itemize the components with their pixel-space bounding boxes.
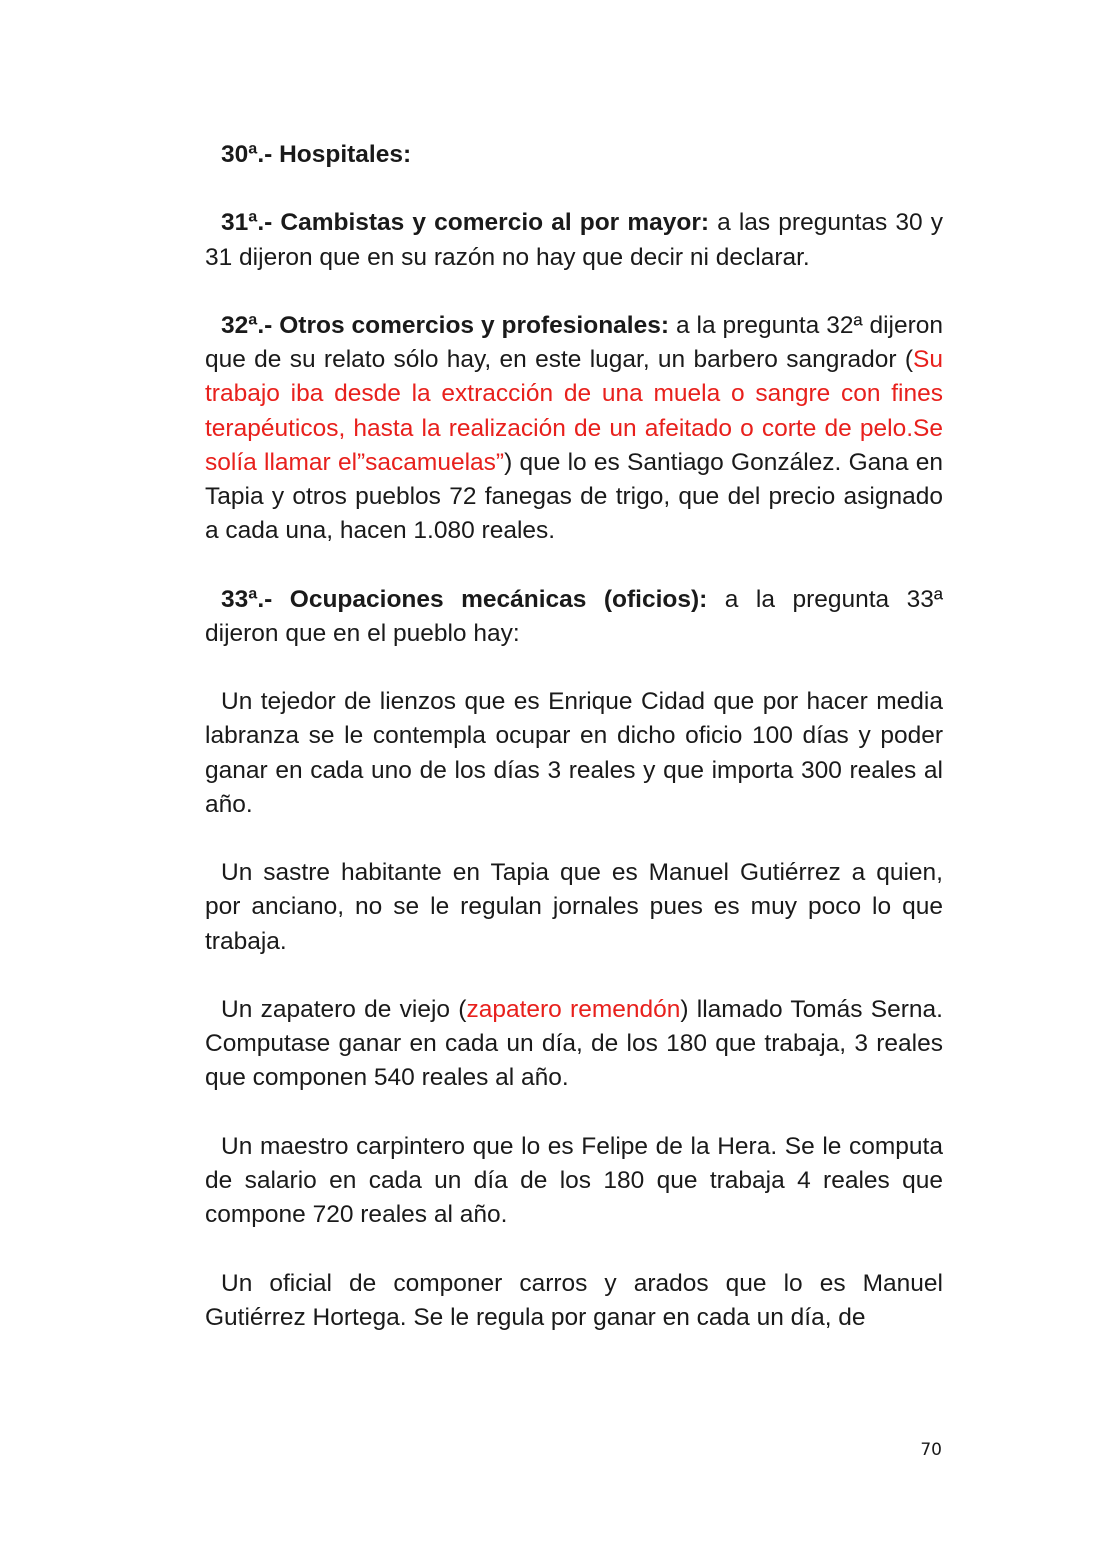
section-33-heading: 33ª.- Ocupaciones mecánicas (oficios): (221, 585, 708, 613)
section-31 (205, 206, 943, 274)
section-32-text-after: ) que lo es Santiago González. Gana en Tapia y otros pueblos 72 fanegas de trigo, que del precio asignado a cada una, hacen 1.080 reales. (205, 448, 943, 545)
document-page (205, 138, 943, 1369)
section-31-heading: 31ª.- Cambistas y comercio al por mayor: (221, 209, 710, 237)
zapatero-text-before: Un zapatero de viejo ( (221, 995, 467, 1023)
section-32-annotation: Su trabajo iba desde la extracción de una muela o sangre con fines terapéuticos, hasta la realización de un afeitado o corte de pelo.Se solía llamar el”sacamuelas” (205, 346, 943, 476)
section-30-heading: 30ª.- Hospitales: (221, 141, 412, 168)
occupation-oficial: Un oficial de componer carros y arados que lo es Manuel Gutiérrez Hortega. Se le regula por ganar en cada un día, de (205, 1269, 943, 1331)
zapatero-text-after: ) llamado Tomás Serna. Computase ganar en cada un día, de los 180 que trabaja, 3 reales que componen 540 reales al año. (205, 995, 943, 1092)
zapatero-annotation: zapatero remendón (466, 995, 681, 1023)
occupation-zapatero (205, 993, 943, 1096)
section-31-text: a las preguntas 30 y 31 dijeron que en su razón no hay que decir ni declarar. (205, 209, 943, 271)
section-33-text: a la pregunta 33ª dijeron que en el pueblo hay: (205, 585, 943, 647)
section-32-text-before: a la pregunta 32ª dijeron que de su relato sólo hay, en este lugar, un barbero sangrador ( (205, 311, 943, 374)
section-30 (205, 138, 943, 172)
occupation-carpintero: Un maestro carpintero que lo es Felipe de la Hera. Se le computa de salario en cada un día de los 180 que trabaja 4 reales que compone 720 reales al año. (205, 1132, 943, 1229)
occupation-sastre: Un sastre habitante en Tapia que es Manuel Gutiérrez a quien, por anciano, no se le regulan jornales pues es muy poco lo que trabaja. (205, 859, 943, 955)
occupation-tejedor: Un tejedor de lienzos que es Enrique Cidad que por hacer media labranza se le contempla ocupar en dicho oficio 100 días y poder ganar en cada uno de los días 3 reales y que importa 300 reales al año. (205, 688, 943, 818)
section-32 (205, 309, 943, 548)
page-number: 70 (920, 1440, 942, 1460)
section-33 (205, 583, 943, 651)
section-32-heading: 32ª.- Otros comercios y profesionales: (221, 311, 670, 339)
